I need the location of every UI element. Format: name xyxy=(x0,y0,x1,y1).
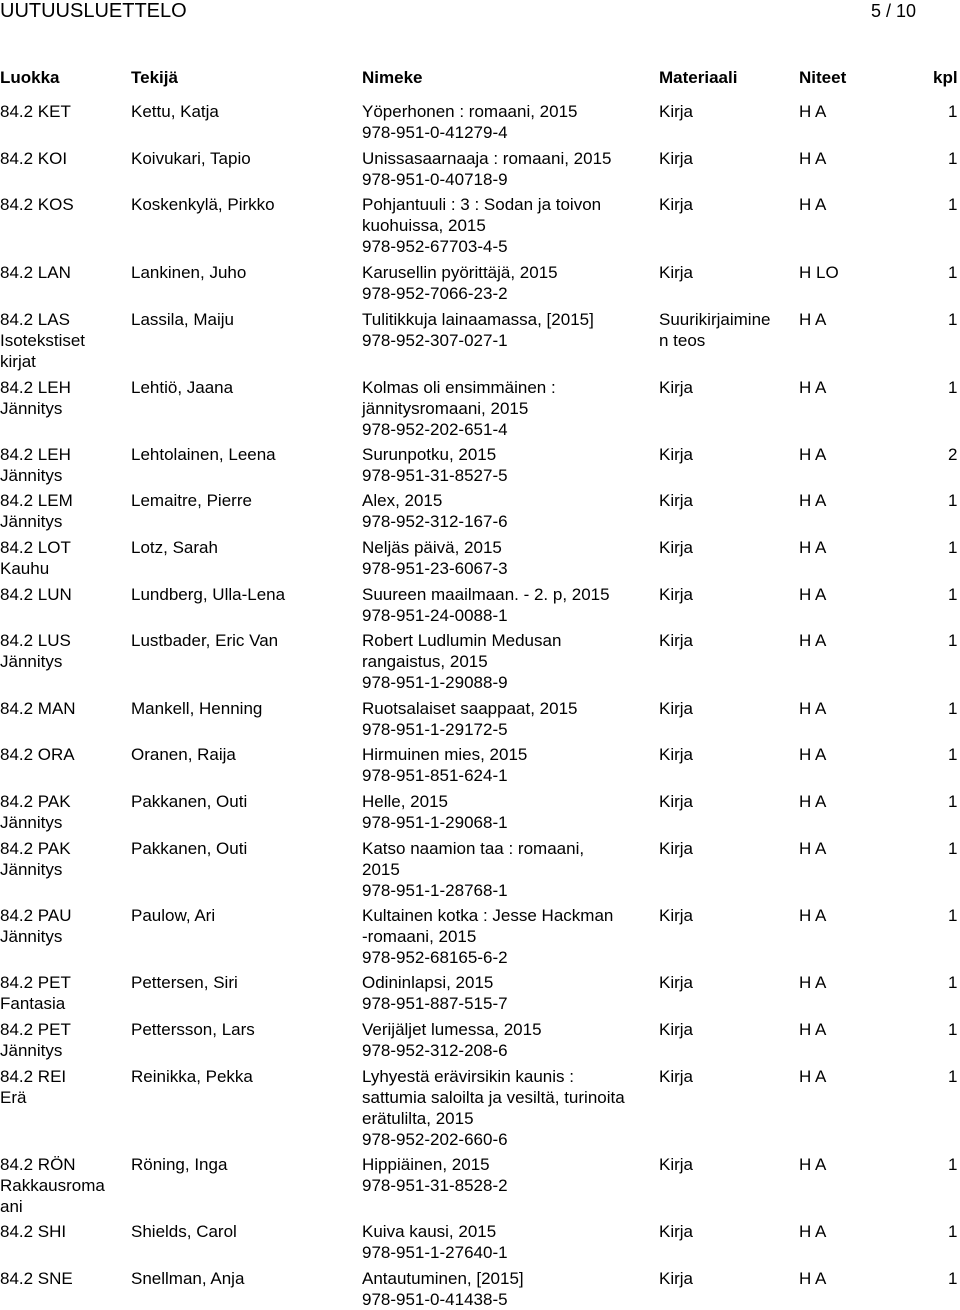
isbn-text: 978-951-24-0088-1 xyxy=(362,606,508,625)
cell-nimeke xyxy=(362,262,654,304)
cell-tekija: Koivukari, Tapio xyxy=(131,149,251,168)
cell-kpl: 1 xyxy=(948,102,958,121)
title-text: Suureen maailmaan. - 2. p, 2015 xyxy=(362,585,610,604)
title-text: Odininlapsi, 2015 xyxy=(362,973,494,992)
cell-kpl: 1 xyxy=(948,699,958,718)
isbn-text: 978-951-1-29172-5 xyxy=(362,720,508,739)
cell-luokka: 84.2 LEH Jännitys xyxy=(0,445,71,485)
cell-nimeke xyxy=(362,1154,654,1196)
cell-nimeke xyxy=(362,444,654,486)
cell-tekija: Lehtolainen, Leena xyxy=(131,445,276,464)
cell-nimeke xyxy=(362,744,654,786)
title-text: Ruotsalaiset saappaat, 2015 xyxy=(362,699,578,718)
cell-niteet: H A xyxy=(799,538,827,557)
cell-tekija: Lankinen, Juho xyxy=(131,263,247,282)
cell-kpl: 1 xyxy=(948,1067,958,1086)
cell-kpl: 2 xyxy=(948,445,958,464)
isbn-text: 978-951-23-6067-3 xyxy=(362,559,508,578)
title-text: Neljäs päivä, 2015 xyxy=(362,538,502,557)
cell-materiaali: Kirja xyxy=(659,1155,694,1174)
cell-niteet: H A xyxy=(799,310,827,329)
title-text: Antautuminen, [2015] xyxy=(362,1269,524,1288)
cell-nimeke xyxy=(362,905,654,968)
cell-luokka: 84.2 PAK Jännitys xyxy=(0,839,71,879)
cell-kpl: 1 xyxy=(948,585,958,604)
isbn-text: 978-951-1-29088-9 xyxy=(362,673,508,692)
cell-luokka: 84.2 LUN xyxy=(0,585,72,604)
isbn-text: 978-951-1-29068-1 xyxy=(362,813,508,832)
cell-tekija: Lehtiö, Jaana xyxy=(131,378,234,397)
cell-tekija: Koskenkylä, Pirkko xyxy=(131,195,275,214)
cell-nimeke xyxy=(362,1221,654,1263)
cell-niteet: H LO xyxy=(799,263,839,282)
cell-kpl: 1 xyxy=(948,263,958,282)
cell-nimeke xyxy=(362,1268,654,1310)
cell-luokka: 84.2 RÖN Rakkausroma ani xyxy=(0,1155,105,1216)
isbn-text: 978-952-312-167-6 xyxy=(362,512,508,531)
column-header-materiaali: Materiaali xyxy=(659,68,738,87)
column-header-luokka: Luokka xyxy=(0,68,60,87)
cell-materiaali: Kirja xyxy=(659,149,694,168)
cell-kpl: 1 xyxy=(948,745,958,764)
cell-tekija: Pakkanen, Outi xyxy=(131,839,248,858)
title-text: Yöperhonen : romaani, 2015 xyxy=(362,102,578,121)
cell-luokka: 84.2 LUS Jännitys xyxy=(0,631,71,671)
cell-luokka: 84.2 KOI xyxy=(0,149,68,168)
cell-nimeke xyxy=(362,630,654,693)
isbn-text: 978-951-0-40718-9 xyxy=(362,170,508,189)
column-header-nimeke: Nimeke xyxy=(362,68,423,87)
cell-materiaali: Kirja xyxy=(659,745,694,764)
cell-kpl: 1 xyxy=(948,149,958,168)
cell-materiaali: Kirja xyxy=(659,102,694,121)
cell-niteet: H A xyxy=(799,1067,827,1086)
cell-nimeke xyxy=(362,148,654,190)
title-text: Katso naamion taa : romaani, 2015 xyxy=(362,839,585,879)
cell-niteet: H A xyxy=(799,792,827,811)
isbn-text: 978-952-68165-6-2 xyxy=(362,948,508,967)
cell-materiaali: Kirja xyxy=(659,839,694,858)
cell-tekija: Pakkanen, Outi xyxy=(131,792,248,811)
cell-nimeke xyxy=(362,1066,654,1150)
title-text: Pohjantuuli : 3 : Sodan ja toivon kuohuissa, 2015 xyxy=(362,195,602,235)
catalog-title: UUTUUSLUETTELO xyxy=(0,0,187,22)
cell-materiaali: Kirja xyxy=(659,195,694,214)
title-text: Karusellin pyörittäjä, 2015 xyxy=(362,263,558,282)
title-text: Kuiva kausi, 2015 xyxy=(362,1222,497,1241)
title-text: Tulitikkuja lainaamassa, [2015] xyxy=(362,310,594,329)
cell-nimeke xyxy=(362,1019,654,1061)
cell-materiaali: Kirja xyxy=(659,631,694,650)
cell-tekija: Shields, Carol xyxy=(131,1222,237,1241)
cell-materiaali: Kirja xyxy=(659,1269,694,1288)
cell-niteet: H A xyxy=(799,585,827,604)
cell-materiaali: Suurikirjaimine n teos xyxy=(659,310,771,350)
cell-tekija: Lundberg, Ulla-Lena xyxy=(131,585,286,604)
cell-niteet: H A xyxy=(799,1269,827,1288)
cell-niteet: H A xyxy=(799,149,827,168)
cell-kpl: 1 xyxy=(948,792,958,811)
isbn-text: 978-951-851-624-1 xyxy=(362,766,508,785)
cell-niteet: H A xyxy=(799,906,827,925)
cell-kpl: 1 xyxy=(948,491,958,510)
isbn-text: 978-951-887-515-7 xyxy=(362,994,508,1013)
cell-nimeke xyxy=(362,537,654,579)
cell-luokka: 84.2 LEM Jännitys xyxy=(0,491,73,531)
cell-niteet: H A xyxy=(799,491,827,510)
cell-kpl: 1 xyxy=(948,1269,958,1288)
cell-niteet: H A xyxy=(799,839,827,858)
title-text: Kolmas oli ensimmäinen : jännitysromaani, 2015 xyxy=(362,378,556,418)
column-header-niteet: Niteet xyxy=(799,68,847,87)
title-text: Robert Ludlumin Medusan rangaistus, 2015 xyxy=(362,631,562,671)
cell-luokka: 84.2 SHI xyxy=(0,1222,67,1241)
cell-tekija: Kettu, Katja xyxy=(131,102,219,121)
title-text: Alex, 2015 xyxy=(362,491,443,510)
column-header-tekija: Tekijä xyxy=(131,68,178,87)
title-text: Helle, 2015 xyxy=(362,792,449,811)
cell-nimeke xyxy=(362,194,654,257)
cell-luokka: 84.2 LOT Kauhu xyxy=(0,538,71,578)
cell-tekija: Paulow, Ari xyxy=(131,906,216,925)
cell-materiaali: Kirja xyxy=(659,491,694,510)
cell-niteet: H A xyxy=(799,1020,827,1039)
cell-luokka: 84.2 LAS Isotekstiset kirjat xyxy=(0,310,86,371)
cell-materiaali: Kirja xyxy=(659,1020,694,1039)
cell-materiaali: Kirja xyxy=(659,445,694,464)
cell-nimeke xyxy=(362,377,654,440)
isbn-text: 978-951-0-41438-5 xyxy=(362,1290,508,1309)
cell-kpl: 1 xyxy=(948,378,958,397)
cell-tekija: Lotz, Sarah xyxy=(131,538,218,557)
cell-materiaali: Kirja xyxy=(659,378,694,397)
cell-luokka: 84.2 KET xyxy=(0,102,71,121)
cell-luokka: 84.2 KOS xyxy=(0,195,74,214)
cell-tekija: Röning, Inga xyxy=(131,1155,228,1174)
title-text: Hirmuinen mies, 2015 xyxy=(362,745,528,764)
cell-kpl: 1 xyxy=(948,1155,958,1174)
isbn-text: 978-952-202-651-4 xyxy=(362,420,508,439)
cell-kpl: 1 xyxy=(948,973,958,992)
cell-luokka: 84.2 SNE xyxy=(0,1269,73,1288)
cell-niteet: H A xyxy=(799,745,827,764)
cell-nimeke xyxy=(362,101,654,143)
cell-niteet: H A xyxy=(799,195,827,214)
cell-niteet: H A xyxy=(799,1155,827,1174)
cell-kpl: 1 xyxy=(948,538,958,557)
cell-luokka: 84.2 LAN xyxy=(0,263,71,282)
cell-nimeke xyxy=(362,838,654,901)
cell-materiaali: Kirja xyxy=(659,906,694,925)
cell-niteet: H A xyxy=(799,378,827,397)
cell-nimeke xyxy=(362,584,654,626)
cell-nimeke xyxy=(362,698,654,740)
cell-nimeke xyxy=(362,791,654,833)
isbn-text: 978-951-31-8527-5 xyxy=(362,466,508,485)
cell-materiaali: Kirja xyxy=(659,973,694,992)
isbn-text: 978-952-202-660-6 xyxy=(362,1130,508,1149)
cell-tekija: Snellman, Anja xyxy=(131,1269,245,1288)
cell-materiaali: Kirja xyxy=(659,538,694,557)
cell-nimeke xyxy=(362,490,654,532)
cell-niteet: H A xyxy=(799,699,827,718)
cell-tekija: Reinikka, Pekka xyxy=(131,1067,253,1086)
cell-kpl: 1 xyxy=(948,631,958,650)
cell-tekija: Mankell, Henning xyxy=(131,699,263,718)
cell-tekija: Pettersson, Lars xyxy=(131,1020,255,1039)
isbn-text: 978-951-31-8528-2 xyxy=(362,1176,508,1195)
isbn-text: 978-951-1-27640-1 xyxy=(362,1243,508,1262)
cell-kpl: 1 xyxy=(948,839,958,858)
title-text: Verijäljet lumessa, 2015 xyxy=(362,1020,542,1039)
cell-kpl: 1 xyxy=(948,906,958,925)
cell-kpl: 1 xyxy=(948,1020,958,1039)
isbn-text: 978-951-0-41279-4 xyxy=(362,123,508,142)
cell-luokka: 84.2 MAN xyxy=(0,699,76,718)
title-text: Lyhyestä erävirsikin kaunis : sattumia saloilta ja vesiltä, turinoita erätulilta, 2015 xyxy=(362,1067,625,1128)
cell-nimeke xyxy=(362,972,654,1014)
column-header-kpl: kpl xyxy=(933,68,958,87)
cell-materiaali: Kirja xyxy=(659,1222,694,1241)
cell-niteet: H A xyxy=(799,631,827,650)
cell-niteet: H A xyxy=(799,973,827,992)
cell-materiaali: Kirja xyxy=(659,585,694,604)
title-text: Hippiäinen, 2015 xyxy=(362,1155,490,1174)
page-number: 5 / 10 xyxy=(870,1,916,21)
cell-materiaali: Kirja xyxy=(659,699,694,718)
cell-luokka: 84.2 LEH Jännitys xyxy=(0,378,71,418)
cell-kpl: 1 xyxy=(948,195,958,214)
cell-tekija: Pettersen, Siri xyxy=(131,973,238,992)
cell-niteet: H A xyxy=(799,1222,827,1241)
cell-luokka: 84.2 PET Jännitys xyxy=(0,1020,71,1060)
cell-kpl: 1 xyxy=(948,310,958,329)
cell-kpl: 1 xyxy=(948,1222,958,1241)
title-text: Surunpotku, 2015 xyxy=(362,445,497,464)
cell-niteet: H A xyxy=(799,102,827,121)
cell-luokka: 84.2 PET Fantasia xyxy=(0,973,71,1013)
cell-tekija: Lassila, Maiju xyxy=(131,310,234,329)
title-text: Unissasaarnaaja : romaani, 2015 xyxy=(362,149,612,168)
cell-tekija: Lemaitre, Pierre xyxy=(131,491,252,510)
cell-luokka: 84.2 PAU Jännitys xyxy=(0,906,72,946)
cell-luokka: 84.2 PAK Jännitys xyxy=(0,792,71,832)
isbn-text: 978-952-7066-23-2 xyxy=(362,284,508,303)
isbn-text: 978-951-1-28768-1 xyxy=(362,881,508,900)
cell-niteet: H A xyxy=(799,445,827,464)
cell-luokka: 84.2 ORA xyxy=(0,745,75,764)
isbn-text: 978-952-67703-4-5 xyxy=(362,237,508,256)
cell-materiaali: Kirja xyxy=(659,263,694,282)
cell-tekija: Oranen, Raija xyxy=(131,745,236,764)
cell-materiaali: Kirja xyxy=(659,792,694,811)
cell-tekija: Lustbader, Eric Van xyxy=(131,631,279,650)
isbn-text: 978-952-312-208-6 xyxy=(362,1041,508,1060)
cell-materiaali: Kirja xyxy=(659,1067,694,1086)
cell-nimeke xyxy=(362,309,654,351)
isbn-text: 978-952-307-027-1 xyxy=(362,331,508,350)
cell-luokka: 84.2 REI Erä xyxy=(0,1067,67,1107)
title-text: Kultainen kotka : Jesse Hackman -romaani, 2015 xyxy=(362,906,614,946)
